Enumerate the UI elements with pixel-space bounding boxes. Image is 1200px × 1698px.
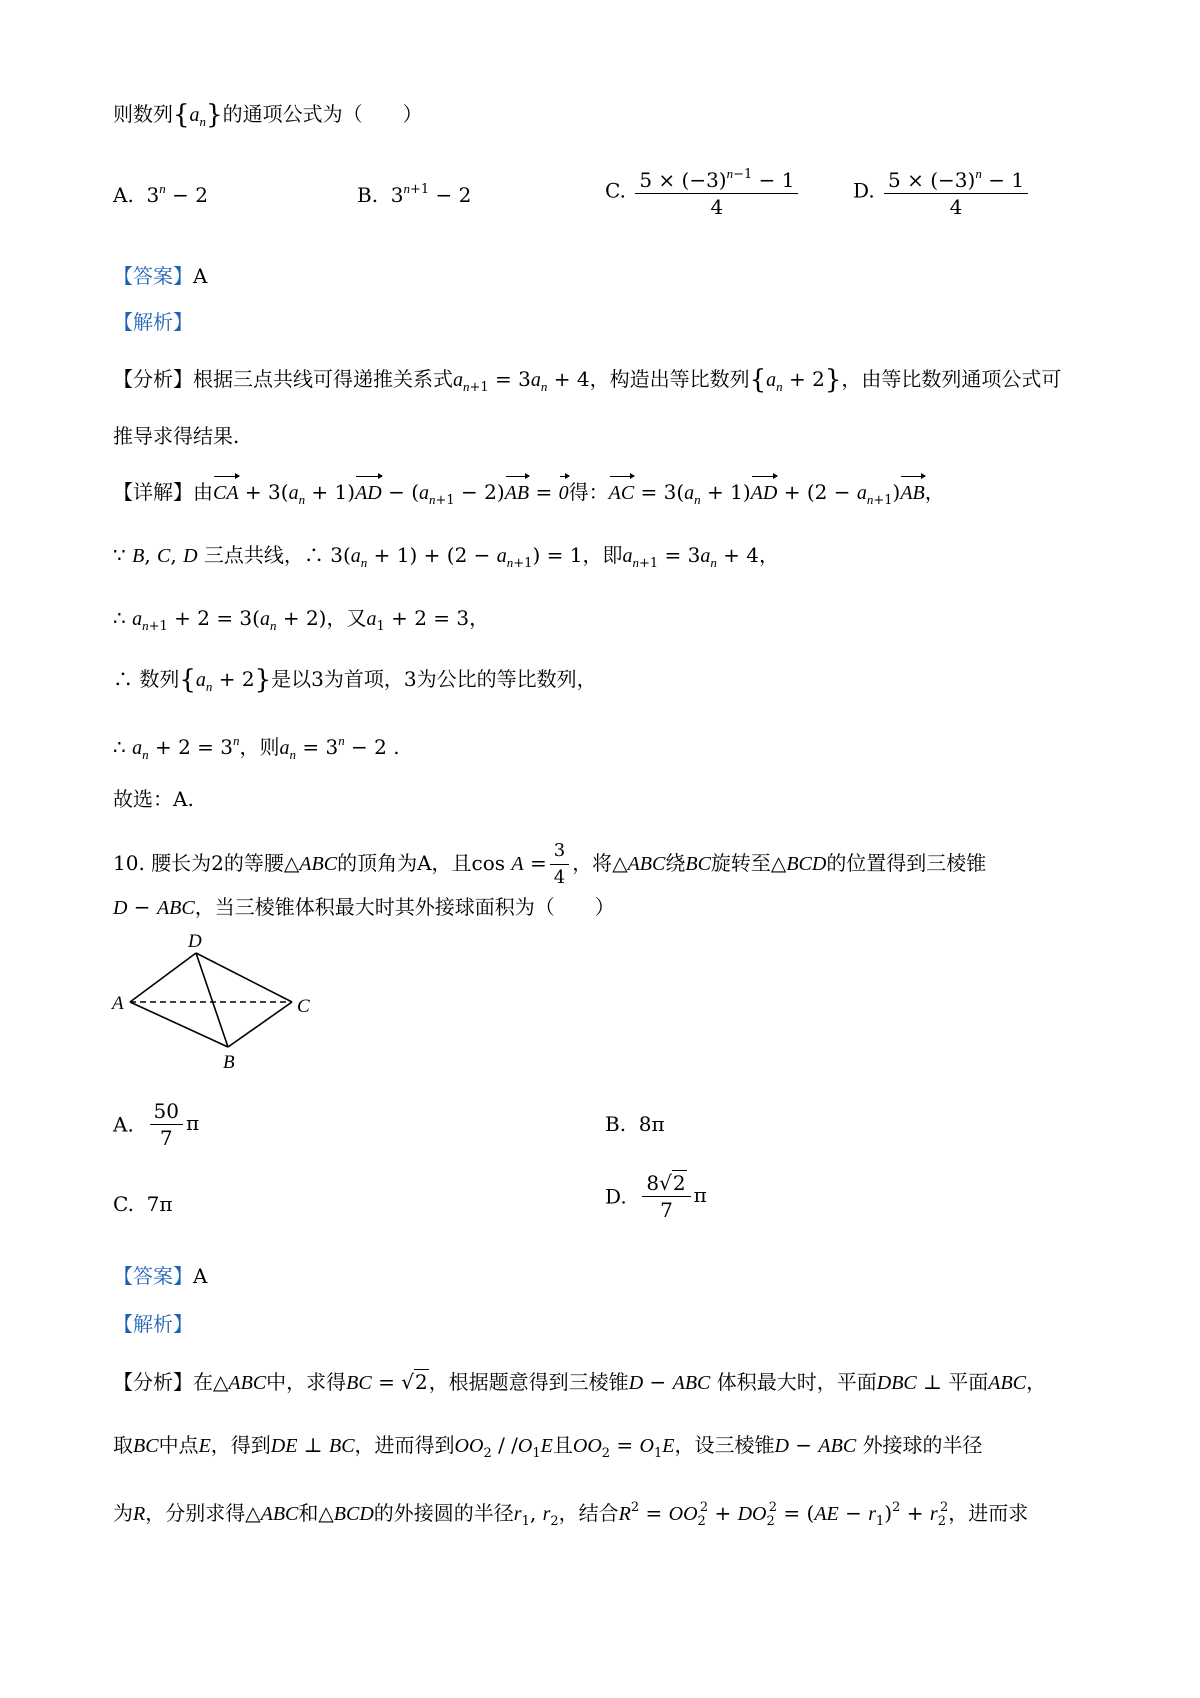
q10-analysis-heading: 【解析】 bbox=[113, 1312, 193, 1336]
q9-stem-tail: 则数列 bbox=[113, 102, 173, 126]
q9-option-d: D. $\frac{5 \times (-3)^n - 1}{4}$ bbox=[853, 163, 1031, 218]
q9-option-b: B. $3^{n+1} - 2$ bbox=[357, 181, 472, 207]
q10-stem-line1: 10. 腰长为2的等腰△ABC的顶角为A，且cos A = $\frac{3}{4}$ ，将△ABC绕BC旋转至△BCD的位置得到三棱锥 bbox=[113, 840, 987, 888]
label-d: D bbox=[188, 931, 202, 952]
q9-option-a: A. $3^n - 2$ bbox=[113, 181, 208, 207]
q9-detail-line1: 【详解】由CA + $3(a_n + 1)AD - (a_{n+1} - 2)AB = 0$得：AC = $3(a_n + 1)AD + (2 - a_{n+1})AB$， bbox=[113, 480, 945, 508]
label-b: B bbox=[223, 1052, 235, 1073]
q10-answer: 【答案】A bbox=[113, 1264, 208, 1288]
q10-option-c: C. 7π bbox=[113, 1192, 173, 1216]
q9-answer: 【答案】A bbox=[113, 264, 208, 288]
q10-fenxi-line3: 为R，分别求得△ABC和△BCD的外接圆的半径$r_1$, $r_2$，结合$R^2 = OO_2^2 + DO_2^2 = (AE - r_1)^2 + r_2^2$，进而求 bbox=[113, 1500, 1029, 1529]
q10-option-d: D. $\frac{8√2}{7}$ π bbox=[605, 1171, 707, 1222]
q9-detail-line4: ∴ 数列$\{a_n + 2\}$是以3为首项，3为公比的等比数列， bbox=[113, 665, 597, 695]
q9-option-c: C. $\frac{5 \times (-3)^{n-1} - 1}{4}$ bbox=[605, 163, 801, 218]
q9-detail-line5: ∴ $a_n + 2 = 3^n$，则$a_n = 3^n - 2$ . bbox=[113, 733, 400, 762]
q10-fenxi-line1: 【分析】在△ABC中，求得BC = √2，根据题意得到三棱锥D − ABC 体积最大时，平面DBC ⊥ 平面ABC， bbox=[113, 1370, 1047, 1394]
q9-detail-line2: ∵ B, C, D 三点共线，∴ $3(a_n + 1) + (2 - a_{n+1}) = 1$，即$a_{n+1} = 3a_n + 4$， bbox=[113, 543, 780, 571]
label-a: A bbox=[112, 993, 124, 1014]
q10-option-a: A. $\frac{50}{7}$ π bbox=[113, 1099, 200, 1150]
q9-fenxi-line2: 推导求得结果. bbox=[113, 424, 240, 448]
q9-stem-line: 则数列$\{a_n\}$的通项公式为（ ） bbox=[113, 100, 423, 130]
q10-tetrahedron-figure bbox=[108, 930, 328, 1080]
q10-option-b: B. 8π bbox=[605, 1112, 665, 1136]
q9-stem-end: 的通项公式为（ ） bbox=[222, 102, 423, 126]
q9-choice: 故选：A. bbox=[113, 787, 194, 811]
q10-fenxi-line2: 取BC中点E，得到DE ⊥ BC，进而得到$OO_2 / /O_1E$且$OO_2 = O_1E$，设三棱锥D − ABC 外接球的半径 bbox=[113, 1433, 983, 1461]
label-c: C bbox=[297, 996, 310, 1017]
q9-detail-line3: ∴ $a_{n+1} + 2 = 3(a_n + 2)$，又$a_1 + 2 = 3$， bbox=[113, 606, 490, 634]
edge-ad bbox=[130, 953, 196, 1002]
q10-stem-line2: D − ABC，当三棱锥体积最大时其外接球面积为（ ） bbox=[113, 895, 615, 919]
q9-fenxi-line1: 【分析】根据三点共线可得递推关系式$a_{n+1} = 3a_n + 4$，构造出等比数列$\{a_n + 2\}$，由等比数列通项公式可 bbox=[113, 365, 1062, 395]
edge-bc bbox=[228, 1002, 292, 1047]
q9-analysis-heading: 【解析】 bbox=[113, 310, 193, 334]
edge-ab bbox=[130, 1002, 228, 1047]
answer-tag: 【答案】 bbox=[113, 264, 193, 288]
